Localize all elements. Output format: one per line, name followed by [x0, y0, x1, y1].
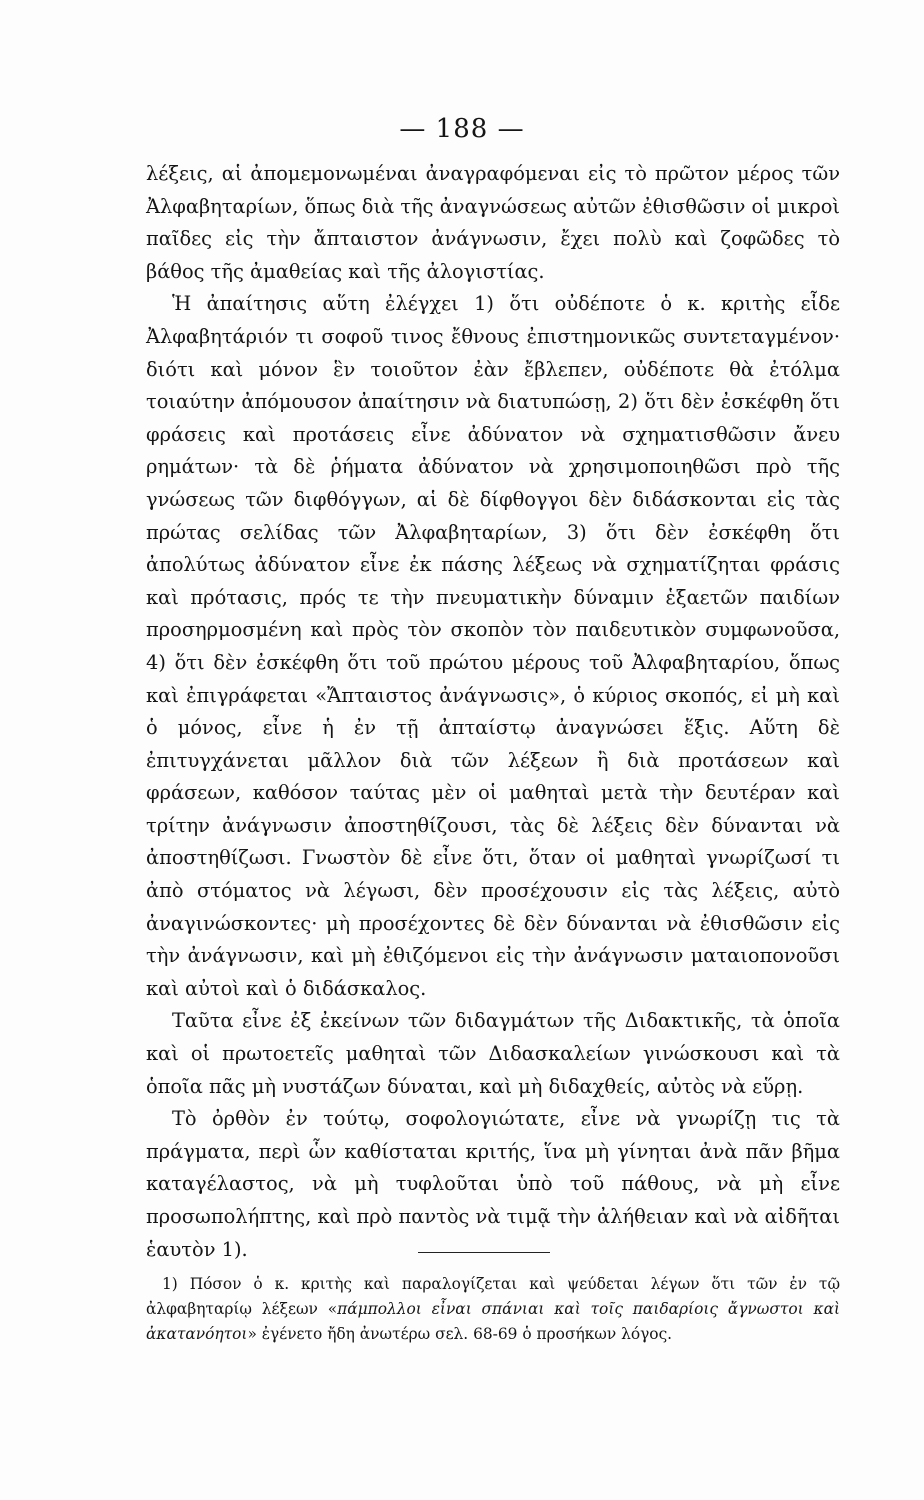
paragraph-demand-refutation: Ἡ ἀπαίτησις αὕτη ἐλέγχει 1) ὅτι οὐδέποτε ὁ κ. κριτὴς εἶδε Ἀλφαβητάριόν τι σοφοῦ τινος ἔθνους ἐπιστημονικῶς συντεταγμένον· διότι καὶ μόνον ἓν τοιοῦτον ἐὰν ἔβλεπεν, οὐδέποτε θὰ ἐτόλμα τοιαύτην ἀπόμουσον ἀπαίτησιν νὰ διατυπώσῃ, 2) ὅτι δὲν ἐσκέφθη ὅτι φράσεις καὶ προτάσεις εἶνε ἀδύνατον νὰ σχηματισθῶσιν ἄνευ ρημάτων· τὰ δὲ ῥήματα ἀδύνατον νὰ χρησιμοποιηθῶσι πρὸ τῆς γνώσεως τῶν διφθόγγων, αἱ δὲ δίφθογγοι δὲν διδάσκονται εἰς τὰς πρώτας σελίδας τῶν Ἀλφαβηταρίων, 3) ὅτι δὲν ἐσκέφθη ὅτι ἀπολύτως ἀδύνατον εἶνε ἐκ πάσης λέξεως νὰ σχηματίζηται φράσις καὶ πρότασις, πρός τε τὴν πνευματικὴν δύναμιν ἑξαετῶν παιδίων προσηρμοσμένη καὶ πρὸς τὸν σκοπὸν τὸν παιδευτικὸν συμφωνοῦσα, 4) ὅτι δὲν ἐσκέφθη ὅτι τοῦ πρώτου μέρους τοῦ Ἀλφαβηταρίου, ὅπως καὶ ἐπιγράφεται «Ἄπταιστος ἀνάγνωσις», ὁ κύριος σκοπός, εἰ μὴ καὶ ὁ μόνος, εἶνε ἡ ἐν τῇ ἀπταίστῳ ἀναγνώσει ἕξις. Αὕτη δὲ ἐπιτυγχάνεται μᾶλλον διὰ τῶν λέξεων ἢ διὰ προτάσεων καὶ φράσεων, καθόσον ταύτας μὲν οἱ μαθηταὶ μετὰ τὴν δευτέραν καὶ τρίτην ἀνάγνωσιν ἀποστηθίζουσι, τὰς δὲ λέξεις δὲν δύνανται νὰ ἀποστηθίζωσι. Γνωστὸν δὲ εἶνε ὅτι, ὅταν οἱ μαθηταὶ γνωρίζωσί τι ἀπὸ στόματος νὰ λέγωσι, δὲν προσέχουσιν εἰς τὰς λέξεις, αὐτὸ ἀναγινώσκοντες· μὴ προσέχοντες δὲ δὲν δύνανται νὰ ἐθισθῶσιν εἰς τὴν ἀνάγνωσιν, καὶ μὴ ἐθιζόμενοι εἰς τὴν ἀνάγνωσιν ματαιοπονοῦσι καὶ αὐτοὶ καὶ ὁ διδάσκαλος. [146, 292, 840, 1000]
paragraph-conclusion: Τὸ ὀρθὸν ἐν τούτῳ, σοφολογιώτατε, εἶνε νὰ γνωρίζῃ τις τὰ πράγματα, περὶ ὧν καθίσταται κριτής, ἵνα μὴ γίνηται ἀνὰ πᾶν βῆμα καταγέλαστος, νὰ μὴ τυφλοῦται ὑπὸ τοῦ πάθους, νὰ μὴ εἶνε προσωπολήπτης, καὶ πρὸ παντὸς νὰ τιμᾷ τὴν ἀλήθειαν καὶ νὰ αἰδῆται ἑαυτὸν 1). [146, 1107, 840, 1261]
page-number: — 188 — [399, 114, 525, 144]
footnote-divider [418, 1252, 550, 1253]
footnote-text-start: 1) Πόσον ὁ κ. κριτὴς καὶ παραλογίζεται καὶ ψεύδεται λέγων ὅτι τῶν ἐν τῷ ἀλφαβηταρίῳ λέξεων « [146, 1275, 840, 1318]
body-text [146, 158, 840, 1266]
paragraph-didactics: Ταῦτα εἶνε ἐξ ἐκείνων τῶν διδαγμάτων τῆς Διδακτικῆς, τὰ ὁποῖα καὶ οἱ πρωτοετεῖς μαθηταὶ τῶν Διδασκαλείων γινώσκουσι καὶ τὰ ὁποῖα πᾶς μὴ νυστάζων δύναται, καὶ μὴ διδαχθείς, αὐτὸς νὰ εὕρῃ. [146, 1009, 840, 1098]
paragraph-continuation: λέξεις, αἱ ἀπομεμονωμέναι ἀναγραφόμεναι εἰς τὸ πρῶτον μέρος τῶν Ἀλφαβηταρίων, ὅπως διὰ τῆς ἀναγνώσεως αὐτῶν ἐθισθῶσιν οἱ μικροὶ παῖδες εἰς τὴν ἄπταιστον ἀνάγνωσιν, ἔχει πολὺ καὶ ζοφῶδες τὸ βάθος τῆς ἀμαθείας καὶ τῆς ἀλογιστίας. [146, 162, 840, 283]
footnote-quote: πάμπολλοι εἶναι σπάνιαι καὶ τοῖς παιδαρίοις ἄγνωστοι καὶ ἀκατανόητοι [146, 1300, 840, 1343]
footnote [146, 1272, 840, 1347]
footnote-text-end: » ἐγένετο ἤδη ἀνωτέρω σελ. 68-69 ὁ προσήκων λόγος. [247, 1325, 673, 1343]
